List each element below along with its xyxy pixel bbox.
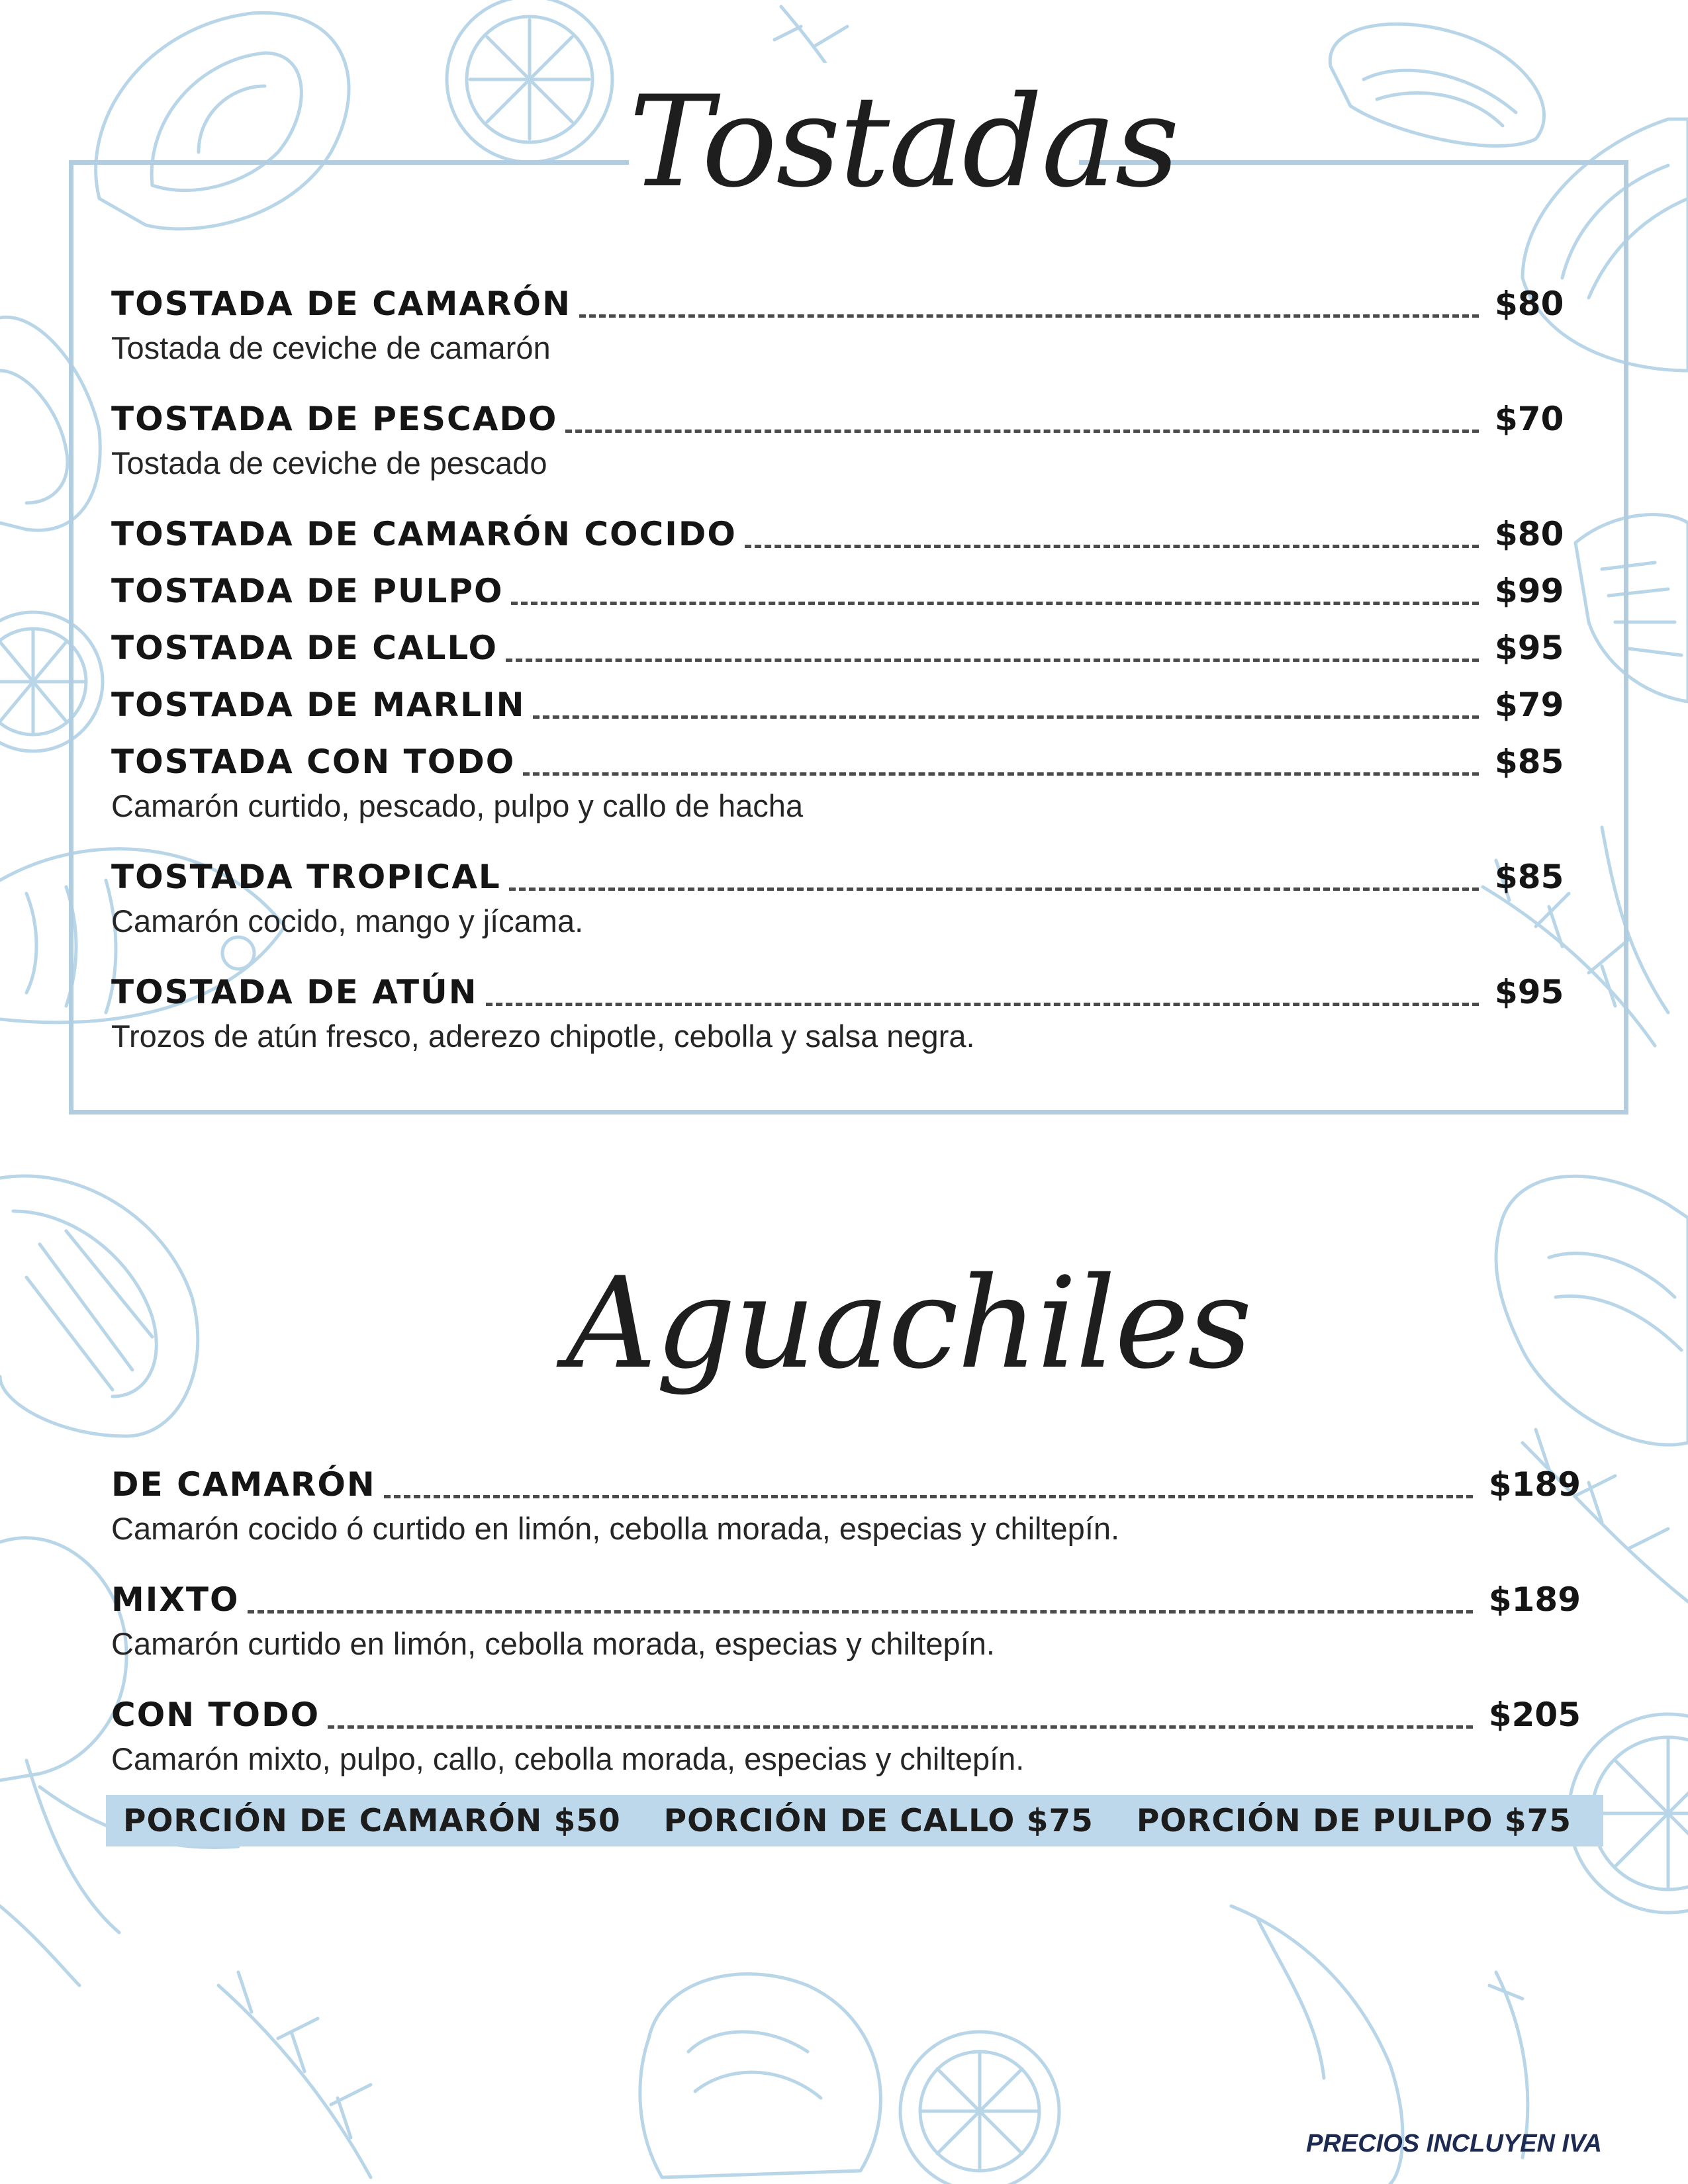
menu-item — [111, 858, 1581, 939]
menu-item — [111, 1580, 1581, 1662]
item-name: TOSTADA DE MARLIN — [111, 686, 526, 724]
item-name: TOSTADA DE CAMARÓN COCIDO — [111, 515, 737, 553]
item-description: Tostada de ceviche de camarón — [111, 330, 551, 365]
item-description: Camarón curtido en limón, cebolla morada, especias y chiltepín. — [111, 1626, 995, 1661]
item-name: DE CAMARÓN — [111, 1465, 376, 1504]
item-price: $80 — [1495, 515, 1564, 553]
lemon-bottom-icon — [900, 2032, 1059, 2184]
item-price: $80 — [1495, 285, 1564, 323]
dotted-leader — [506, 659, 1479, 662]
lemon-slice-icon — [447, 0, 612, 162]
menu-item — [111, 1465, 1581, 1547]
portion-camaron: PORCIÓN DE CAMARÓN $50 — [123, 1802, 621, 1839]
item-name: TOSTADA DE CAMARÓN — [111, 285, 571, 323]
portion-pulpo: PORCIÓN DE PULPO $75 — [1136, 1802, 1571, 1839]
menu-item — [111, 686, 1581, 729]
item-price: $70 — [1495, 400, 1564, 438]
lemon-half-left-icon — [0, 1176, 198, 1436]
section-title-tostadas: Tostadas — [629, 63, 1079, 222]
oyster-bottom-icon — [640, 1974, 881, 2177]
rosemary-bottom-icon — [218, 1972, 371, 2177]
portion-callo: PORCIÓN DE CALLO $75 — [663, 1802, 1094, 1839]
dotted-leader — [384, 1495, 1473, 1498]
item-price: $85 — [1495, 743, 1564, 781]
item-name: MIXTO — [111, 1580, 240, 1619]
menu-item — [111, 973, 1581, 1054]
dotted-leader — [248, 1610, 1473, 1614]
portion-bar — [106, 1795, 1603, 1846]
dotted-leader — [511, 602, 1479, 605]
dotted-leader — [509, 887, 1479, 891]
menu-item — [111, 515, 1581, 559]
dotted-leader — [523, 772, 1479, 776]
item-description: Camarón cocido, mango y jícama. — [111, 903, 584, 938]
dotted-leader — [565, 430, 1479, 433]
dotted-leader — [579, 314, 1479, 318]
item-name: TOSTADA DE PULPO — [111, 572, 504, 610]
item-name: TOSTADA DE CALLO — [111, 629, 498, 667]
item-name: TOSTADA DE PESCADO — [111, 400, 558, 438]
item-description: Camarón mixto, pulpo, callo, cebolla morada, especias y chiltepín. — [111, 1741, 1025, 1776]
item-price: $205 — [1488, 1696, 1581, 1734]
mussel-icon — [1330, 24, 1544, 146]
menu-item — [111, 572, 1581, 615]
item-description: Tostada de ceviche de pescado — [111, 445, 547, 480]
item-price: $85 — [1495, 858, 1564, 896]
item-description: Camarón cocido ó curtido en limón, cebolla morada, especias y chiltepín. — [111, 1511, 1120, 1546]
dotted-leader — [328, 1725, 1473, 1729]
item-name: TOSTADA CON TODO — [111, 743, 516, 781]
menu-item — [111, 285, 1581, 366]
item-description: Trozos de atún fresco, aderezo chipotle, cebolla y salsa negra. — [111, 1019, 975, 1054]
item-name: TOSTADA DE ATÚN — [111, 973, 478, 1011]
dotted-leader — [486, 1003, 1479, 1006]
item-name: TOSTADA TROPICAL — [111, 858, 501, 896]
section-title-aguachiles: Aguachiles — [566, 1244, 1129, 1403]
oyster-right-icon — [1496, 1176, 1688, 1445]
menu-item — [111, 1696, 1581, 1777]
tax-footnote: PRECIOS INCLUYEN IVA — [1306, 2130, 1602, 2158]
menu-item — [111, 400, 1581, 481]
menu-item — [111, 629, 1581, 672]
item-price: $95 — [1495, 629, 1564, 667]
item-price: $189 — [1488, 1580, 1581, 1619]
dotted-leader — [533, 715, 1479, 719]
item-price: $95 — [1495, 973, 1564, 1011]
dotted-leader — [745, 545, 1479, 548]
item-description: Camarón curtido, pescado, pulpo y callo de hacha — [111, 788, 804, 823]
item-price: $189 — [1488, 1465, 1581, 1504]
item-price: $99 — [1495, 572, 1564, 610]
menu-item — [111, 743, 1581, 824]
item-name: CON TODO — [111, 1696, 320, 1734]
item-price: $79 — [1495, 686, 1564, 724]
